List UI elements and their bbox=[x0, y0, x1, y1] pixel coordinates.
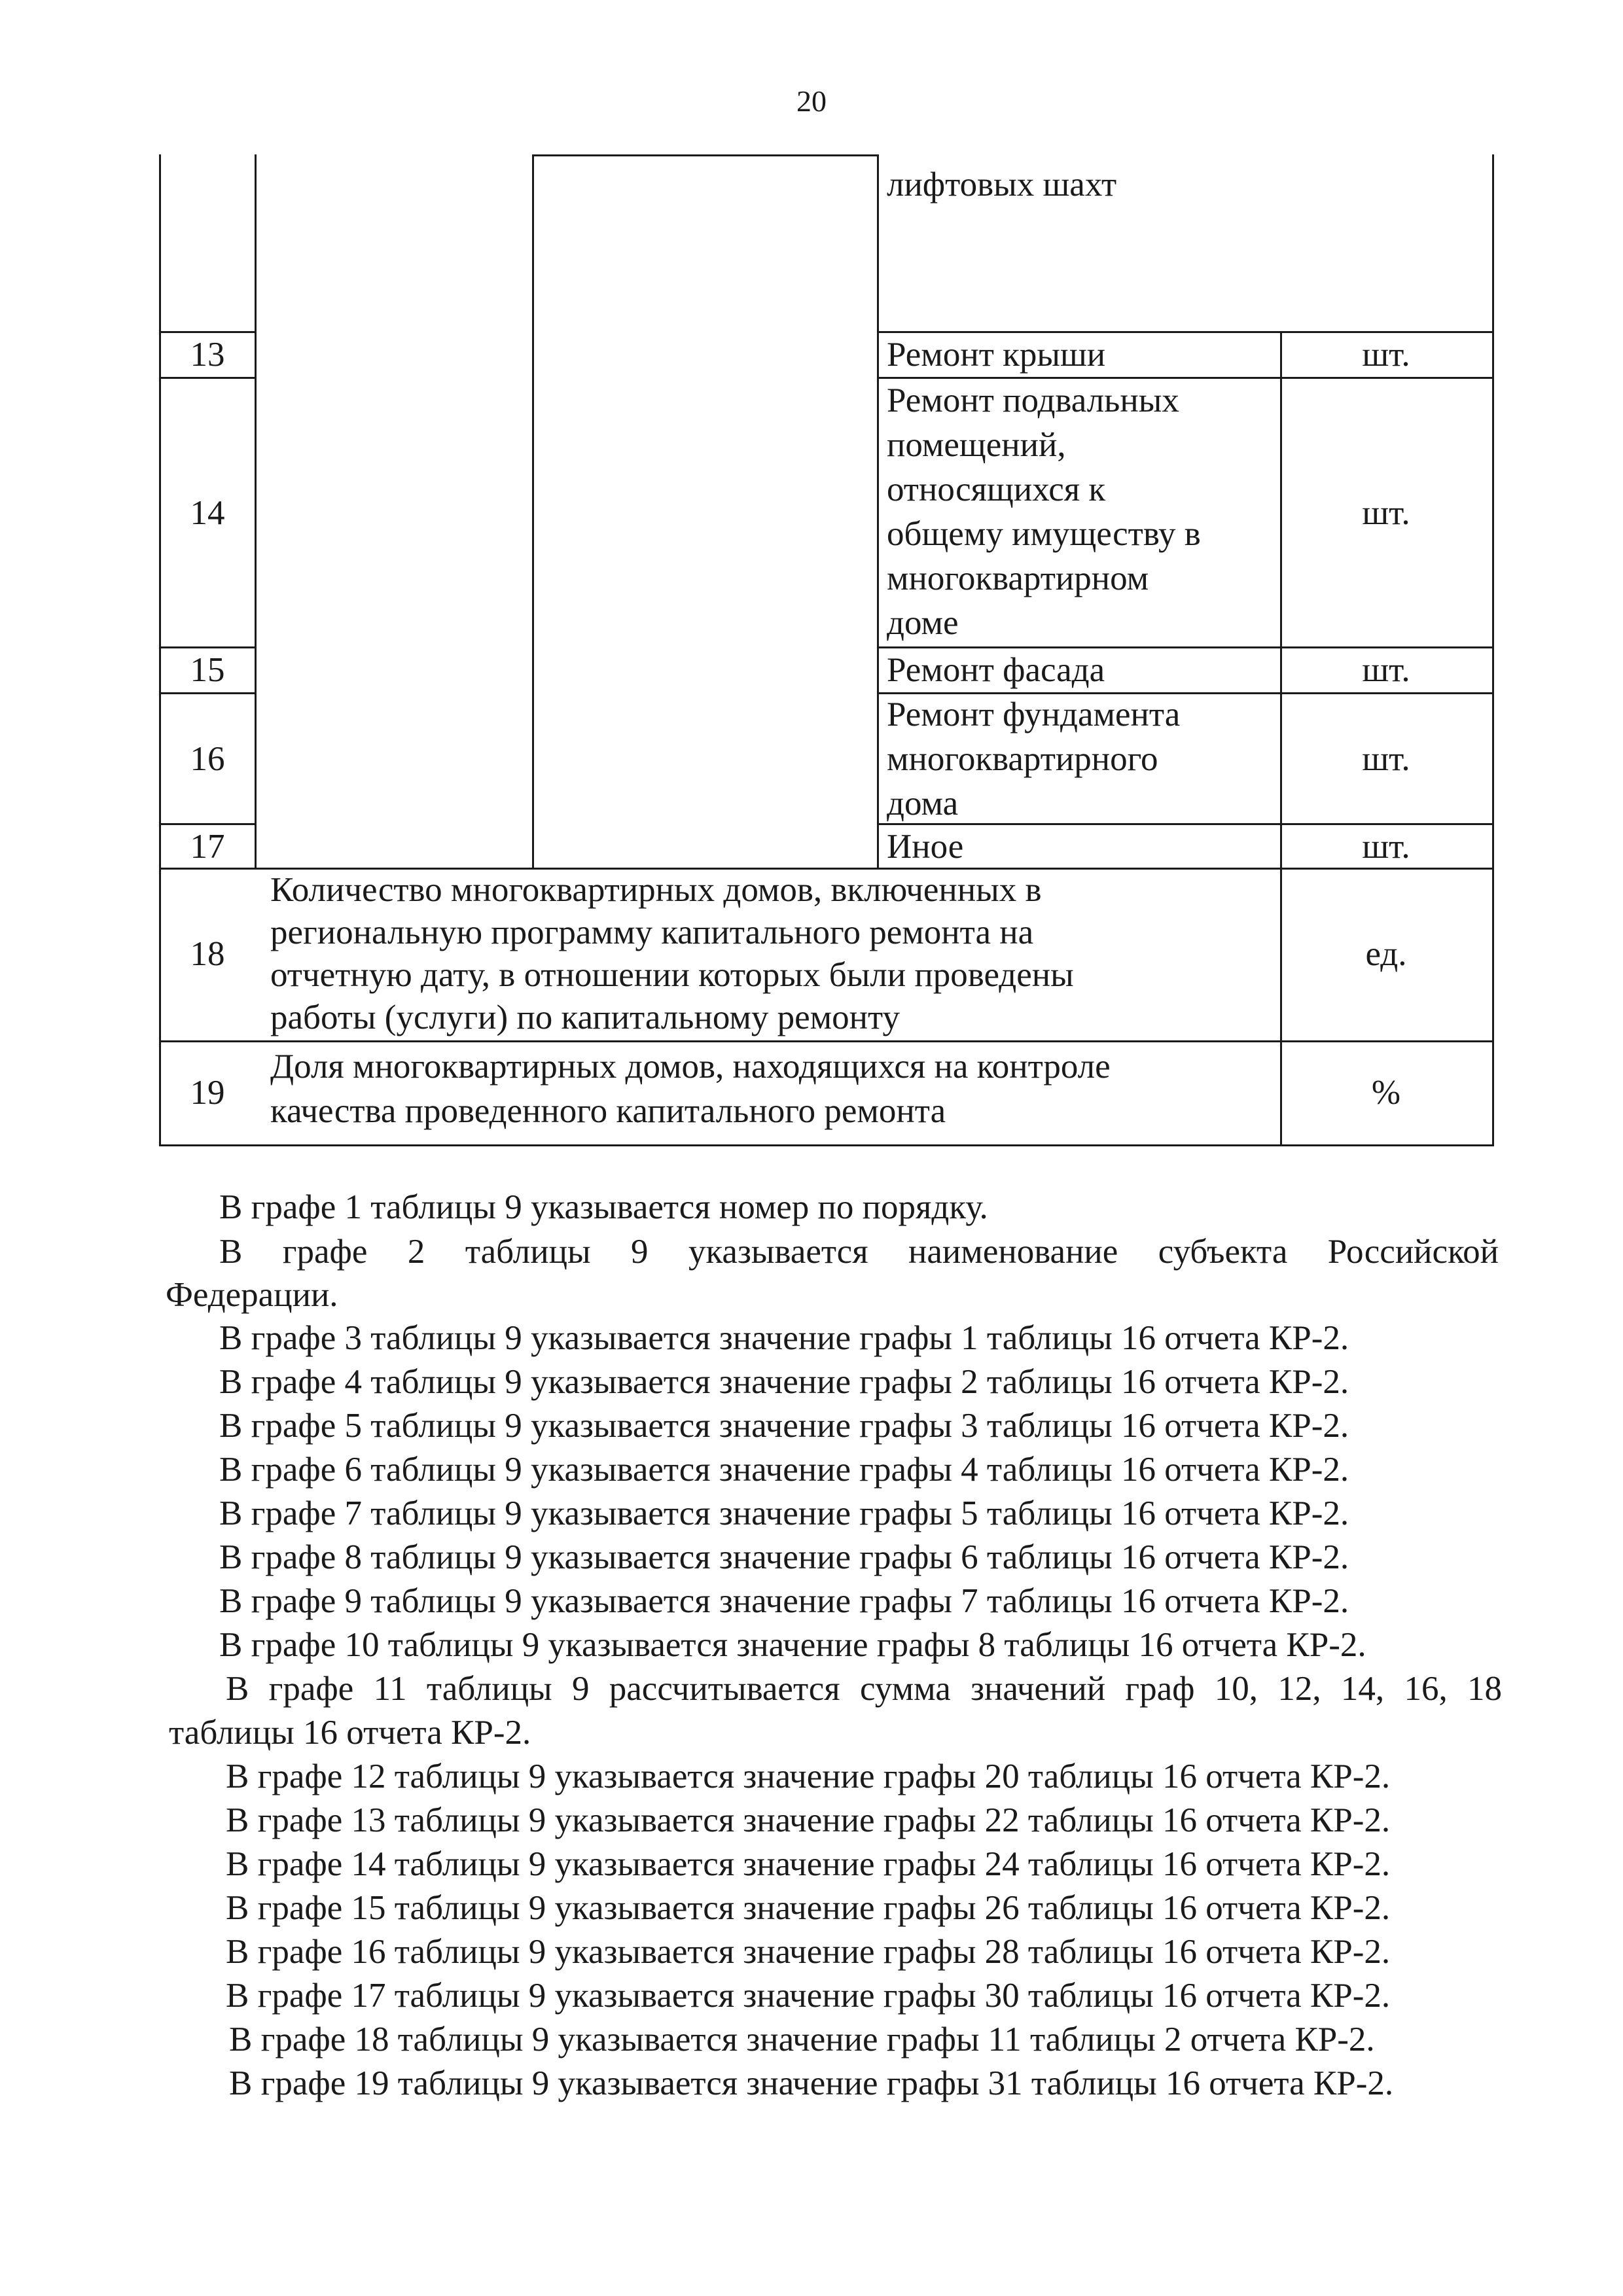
paragraph-graph-14: В графе 14 таблицы 9 указывается значение графы 24 таблицы 16 отчета КР-2. bbox=[226, 1845, 1391, 1883]
row-17-unit: шт. bbox=[1362, 828, 1410, 866]
table-border-bottom bbox=[159, 1144, 1494, 1146]
row-15-unit: шт. bbox=[1362, 651, 1410, 689]
row-14-name-line-6: доме bbox=[887, 604, 959, 642]
row-14-unit: шт. bbox=[1362, 494, 1410, 532]
table-border-right bbox=[1492, 154, 1494, 1146]
paragraph-graph-2-line-1: В графе 2 таблицы 9 указывается наименование субъекта Российской bbox=[219, 1233, 1499, 1271]
row-18-name-line-1: Количество многоквартирных домов, включенных в bbox=[270, 871, 1042, 909]
row-18-name-line-4: работы (услуги) по капитальному ремонту bbox=[270, 998, 900, 1036]
row-14-name-line-5: многоквартирном bbox=[887, 559, 1149, 597]
table-border-left bbox=[159, 154, 161, 1146]
paragraph-graph-6: В графе 6 таблицы 9 указывается значение графы 4 таблицы 16 отчета КР-2. bbox=[219, 1451, 1349, 1489]
continuation-cell: лифтовых шахт bbox=[887, 166, 1117, 203]
row-16-name-line-3: дома bbox=[887, 785, 959, 822]
table-col-line-3 bbox=[877, 154, 879, 868]
paragraph-graph-3: В графе 3 таблицы 9 указывается значение графы 1 таблицы 16 отчета КР-2. bbox=[219, 1319, 1349, 1357]
row-18-number: 18 bbox=[190, 935, 225, 973]
row-15-number: 15 bbox=[190, 651, 225, 689]
paragraph-graph-2-line-2: Федерации. bbox=[166, 1276, 338, 1314]
row-16-name-line-1: Ремонт фундамента bbox=[887, 696, 1181, 733]
row-14-name-line-3: относящихся к bbox=[887, 470, 1106, 508]
table-inner-box-top bbox=[532, 154, 879, 156]
row-18-name-line-2: региональную программу капитального ремонта на bbox=[270, 913, 1034, 951]
paragraph-graph-7: В графе 7 таблицы 9 указывается значение графы 5 таблицы 16 отчета КР-2. bbox=[219, 1494, 1349, 1532]
row-line-16-top bbox=[159, 692, 257, 694]
row-14-name-line-4: общему имуществу в bbox=[887, 515, 1201, 553]
paragraph-graph-17: В графе 17 таблицы 9 указывается значение графы 30 таблицы 16 отчета КР-2. bbox=[226, 1977, 1391, 2015]
paragraph-graph-9: В графе 9 таблицы 9 указывается значение графы 7 таблицы 16 отчета КР-2. bbox=[219, 1582, 1349, 1620]
table-col-line-1 bbox=[255, 154, 257, 868]
paragraph-graph-4: В графе 4 таблицы 9 указывается значение графы 2 таблицы 16 отчета КР-2. bbox=[219, 1363, 1349, 1401]
row-17-name: Иное bbox=[887, 828, 964, 866]
paragraph-graph-18: В графе 18 таблицы 9 указывается значение графы 11 таблицы 2 отчета КР-2. bbox=[229, 2021, 1375, 2058]
paragraph-graph-8: В графе 8 таблицы 9 указывается значение графы 6 таблицы 16 отчета КР-2. bbox=[219, 1538, 1349, 1576]
row-13-name: Ремонт крыши bbox=[887, 336, 1106, 374]
paragraph-graph-15: В графе 15 таблицы 9 указывается значение графы 26 таблицы 16 отчета КР-2. bbox=[226, 1889, 1391, 1927]
row-13-unit: шт. bbox=[1362, 336, 1410, 374]
row-19-name-line-1: Доля многоквартирных домов, находящихся на контроле bbox=[270, 1048, 1111, 1086]
row-line-14-top bbox=[159, 377, 257, 379]
row-13-number: 13 bbox=[190, 336, 225, 374]
row-15-name: Ремонт фасада bbox=[887, 651, 1105, 689]
row-19-name-line-2: качества проведенного капитального ремонта bbox=[270, 1092, 946, 1130]
paragraph-graph-13: В графе 13 таблицы 9 указывается значение графы 22 таблицы 16 отчета КР-2. bbox=[226, 1801, 1391, 1839]
row-line-19-top bbox=[159, 1040, 1494, 1042]
paragraph-graph-12: В графе 12 таблицы 9 указывается значение графы 20 таблицы 16 отчета КР-2. bbox=[226, 1757, 1391, 1795]
indicator-table bbox=[159, 154, 1494, 1146]
row-14-number: 14 bbox=[190, 494, 225, 532]
row-19-unit: % bbox=[1371, 1074, 1401, 1112]
paragraph-graph-16: В графе 16 таблицы 9 указывается значение графы 28 таблицы 16 отчета КР-2. bbox=[226, 1933, 1391, 1971]
paragraph-graph-11-line-1: В графе 11 таблицы 9 рассчитывается сумма значений граф 10, 12, 14, 16, 18 bbox=[226, 1670, 1502, 1708]
paragraph-graph-10: В графе 10 таблицы 9 указывается значение графы 8 таблицы 16 отчета КР-2. bbox=[219, 1626, 1366, 1664]
paragraph-graph-1: В графе 1 таблицы 9 указывается номер по порядку. bbox=[219, 1188, 988, 1226]
table-col-line-4 bbox=[1280, 331, 1282, 1146]
row-16-unit: шт. bbox=[1362, 740, 1410, 778]
row-14-name-line-2: помещений, bbox=[887, 426, 1066, 464]
paragraph-graph-5: В графе 5 таблицы 9 указывается значение графы 3 таблицы 16 отчета КР-2. bbox=[219, 1407, 1349, 1445]
row-16-name-line-2: многоквартирного bbox=[887, 740, 1158, 778]
row-19-number: 19 bbox=[190, 1074, 225, 1112]
row-14-name-line-1: Ремонт подвальных bbox=[887, 381, 1179, 419]
row-17-number: 17 bbox=[190, 828, 225, 866]
paragraph-graph-11-line-2: таблицы 16 отчета КР-2. bbox=[169, 1714, 531, 1752]
table-col-line-2 bbox=[532, 154, 534, 868]
page-number: 20 bbox=[796, 84, 827, 118]
row-18-name-line-3: отчетную дату, в отношении которых были проведены bbox=[270, 956, 1074, 994]
row-18-unit: ед. bbox=[1365, 935, 1407, 973]
paragraph-graph-19: В графе 19 таблицы 9 указывается значение графы 31 таблицы 16 отчета КР-2. bbox=[229, 2064, 1394, 2102]
row-16-number: 16 bbox=[190, 740, 225, 778]
